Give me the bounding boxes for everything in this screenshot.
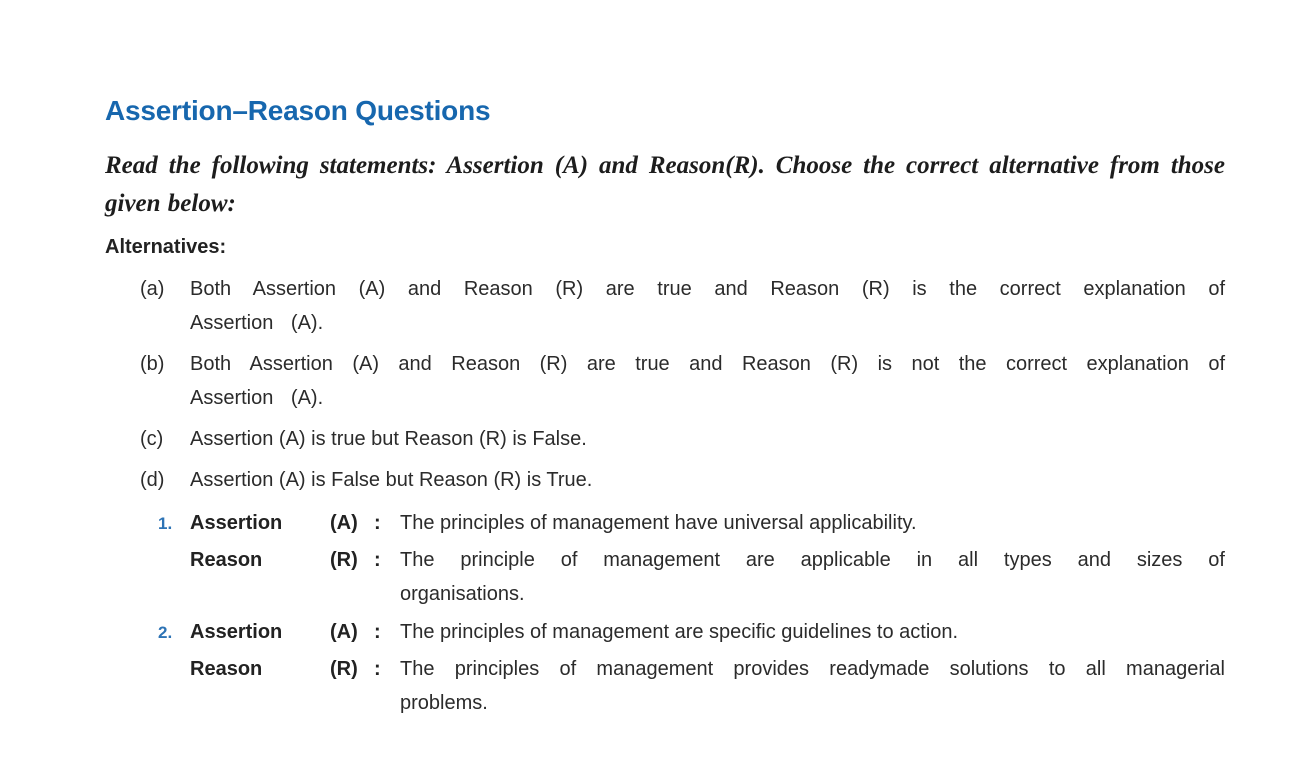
page-title: Assertion–Reason Questions [105,95,491,126]
alternative-b-marker: (b) [140,353,165,375]
alternative-a-marker: (a) [140,278,165,300]
question-2-assertion-label: Assertion [190,621,283,643]
question-2-reason-marker: (R) [330,658,358,680]
question-2 [158,615,1225,720]
question-1-reason-row [158,543,1225,611]
alternative-a-text: Both Assertion (A) and Reason (R) are true and Reason (R) is the correct explanation of Assertion (A). [190,278,1225,334]
alternative-option-a [105,272,1225,340]
alternative-d-text: Assertion (A) is False but Reason (R) is True. [190,469,593,491]
question-1-assertion-row [158,506,1225,541]
question-1-assertion-colon: : [374,512,381,534]
question-2-reason-colon: : [374,658,381,680]
question-1-assertion-label: Assertion [190,512,283,534]
alternatives-label: Alternatives: [105,236,227,258]
alternative-c-text: Assertion (A) is true but Reason (R) is False. [190,428,587,450]
intro-instruction: Read the following statements: Assertion (A) and Reason(R). Choose the correct alternative from those given below: [105,152,1225,217]
question-1 [158,506,1225,611]
alternatives-list [105,272,1225,497]
question-2-assertion-text: The principles of management are specific guidelines to action. [400,621,959,643]
questions-list [105,506,1225,720]
question-2-assertion-row [158,615,1225,650]
question-2-assertion-colon: : [374,621,381,643]
question-1-reason-text: The principle of management are applicable in all types and sizes of organisations. [400,549,1225,605]
question-1-number: 1. [158,514,173,533]
question-2-reason-row [158,652,1225,720]
question-1-assertion-marker: (A) [330,512,358,534]
question-1-assertion-text: The principles of management have universal applicability. [400,512,917,534]
alternative-d-marker: (d) [140,469,165,491]
question-2-reason-label: Reason [190,658,263,680]
alternative-b-text: Both Assertion (A) and Reason (R) are true and Reason (R) is not the correct explanation of Assertion (A). [190,353,1225,409]
question-1-reason-label: Reason [190,549,263,571]
alternative-c-marker: (c) [140,428,164,450]
question-2-assertion-marker: (A) [330,621,358,643]
alternative-option-c [105,422,1225,456]
question-2-number: 2. [158,623,173,642]
question-1-reason-colon: : [374,549,381,571]
question-2-reason-text: The principles of management provides readymade solutions to all managerial problems. [400,658,1225,714]
alternative-option-b [105,347,1225,415]
alternative-option-d [105,463,1225,497]
question-1-reason-marker: (R) [330,549,358,571]
